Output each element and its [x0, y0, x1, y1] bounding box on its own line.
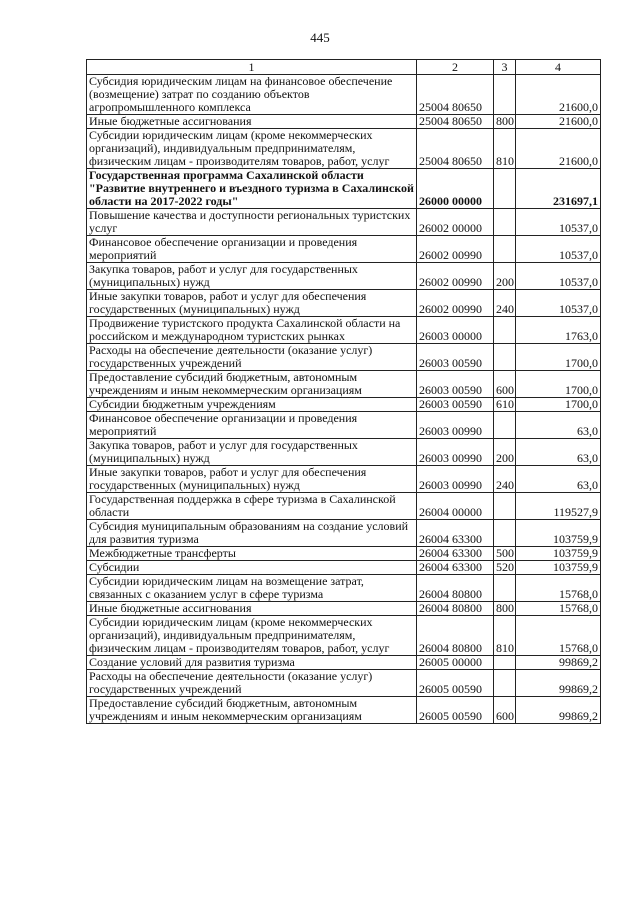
row-type-cell	[494, 75, 516, 115]
row-type-cell: 200	[494, 263, 516, 290]
header-col-2: 2	[417, 60, 494, 75]
row-code-cell: 25004 80650	[417, 115, 494, 129]
row-amount-cell: 10537,0	[516, 209, 601, 236]
table-row	[87, 344, 601, 371]
row-amount-cell: 103759,9	[516, 561, 601, 575]
row-amount-cell: 10537,0	[516, 236, 601, 263]
table-row	[87, 317, 601, 344]
row-type-cell: 810	[494, 616, 516, 656]
row-amount-cell: 119527,9	[516, 493, 601, 520]
row-type-cell: 600	[494, 371, 516, 398]
row-type-cell	[494, 575, 516, 602]
row-amount-cell: 99869,2	[516, 656, 601, 670]
row-name-cell: Субсидии юридическим лицам на возмещение затрат, связанных с оказанием услуг в сфере туризма	[87, 575, 417, 602]
row-amount-cell: 63,0	[516, 439, 601, 466]
table-row	[87, 129, 601, 169]
row-name-cell: Межбюджетные трансферты	[87, 547, 417, 561]
row-amount-cell: 21600,0	[516, 115, 601, 129]
row-code-cell: 26003 00990	[417, 412, 494, 439]
table-header	[87, 60, 601, 75]
row-code-cell: 26005 00590	[417, 670, 494, 697]
row-name-cell: Предоставление субсидий бюджетным, автономным учреждениям и иным некоммерческим организациям	[87, 371, 417, 398]
page-number: 445	[310, 30, 330, 45]
table-row	[87, 412, 601, 439]
row-type-cell: 800	[494, 115, 516, 129]
row-type-cell: 240	[494, 466, 516, 493]
row-name-cell: Субсидии юридическим лицам (кроме некоммерческих организаций), индивидуальным предпринимателям, физическим лицам - производителям товаров, работ, услуг	[87, 616, 417, 656]
row-type-cell: 520	[494, 561, 516, 575]
row-code-cell: 26003 00590	[417, 398, 494, 412]
row-amount-cell: 10537,0	[516, 263, 601, 290]
row-type-cell	[494, 209, 516, 236]
table-row	[87, 398, 601, 412]
row-type-cell: 610	[494, 398, 516, 412]
row-name-cell: Субсидии юридическим лицам (кроме некоммерческих организаций), индивидуальным предпринимателям, физическим лицам - производителям товаров, работ, услуг	[87, 129, 417, 169]
row-type-cell	[494, 656, 516, 670]
row-amount-cell: 15768,0	[516, 602, 601, 616]
row-amount-cell: 103759,9	[516, 547, 601, 561]
table-row	[87, 75, 601, 115]
row-code-cell: 26004 80800	[417, 602, 494, 616]
row-name-cell: Финансовое обеспечение организации и проведения мероприятий	[87, 412, 417, 439]
row-type-cell: 600	[494, 697, 516, 724]
row-type-cell: 800	[494, 602, 516, 616]
row-type-cell	[494, 493, 516, 520]
table-row	[87, 656, 601, 670]
row-amount-cell: 21600,0	[516, 75, 601, 115]
row-name-cell: Государственная поддержка в сфере туризма в Сахалинской области	[87, 493, 417, 520]
row-code-cell: 26004 00000	[417, 493, 494, 520]
row-type-cell	[494, 344, 516, 371]
row-amount-cell: 63,0	[516, 412, 601, 439]
table-row	[87, 575, 601, 602]
table-row	[87, 169, 601, 209]
row-code-cell: 26000 00000	[417, 169, 494, 209]
row-code-cell: 26004 80800	[417, 575, 494, 602]
row-amount-cell: 103759,9	[516, 520, 601, 547]
table-row	[87, 670, 601, 697]
table-row	[87, 547, 601, 561]
row-type-cell	[494, 520, 516, 547]
table-row	[87, 263, 601, 290]
row-amount-cell: 99869,2	[516, 697, 601, 724]
row-code-cell: 26003 00990	[417, 466, 494, 493]
row-type-cell	[494, 236, 516, 263]
row-code-cell: 26004 80800	[417, 616, 494, 656]
table-row	[87, 439, 601, 466]
row-code-cell: 26003 00590	[417, 371, 494, 398]
row-amount-cell: 10537,0	[516, 290, 601, 317]
row-type-cell	[494, 670, 516, 697]
row-amount-cell: 21600,0	[516, 129, 601, 169]
row-amount-cell: 1700,0	[516, 398, 601, 412]
row-code-cell: 25004 80650	[417, 75, 494, 115]
row-name-cell: Продвижение туристского продукта Сахалинской области на российском и международном туристских рынках	[87, 317, 417, 344]
row-name-cell: Субсидии бюджетным учреждениям	[87, 398, 417, 412]
row-code-cell: 26002 00990	[417, 236, 494, 263]
row-code-cell: 26003 00000	[417, 317, 494, 344]
table-row	[87, 616, 601, 656]
table-row	[87, 209, 601, 236]
row-amount-cell: 1700,0	[516, 371, 601, 398]
row-type-cell	[494, 317, 516, 344]
row-type-cell: 810	[494, 129, 516, 169]
row-code-cell: 26003 00590	[417, 344, 494, 371]
row-name-cell: Иные закупки товаров, работ и услуг для обеспечения государственных (муниципальных) нужд	[87, 290, 417, 317]
table-row	[87, 561, 601, 575]
row-code-cell: 25004 80650	[417, 129, 494, 169]
row-name-cell: Финансовое обеспечение организации и проведения мероприятий	[87, 236, 417, 263]
row-code-cell: 26004 63300	[417, 561, 494, 575]
row-amount-cell: 1763,0	[516, 317, 601, 344]
row-amount-cell: 99869,2	[516, 670, 601, 697]
row-name-cell: Иные бюджетные ассигнования	[87, 602, 417, 616]
row-amount-cell: 15768,0	[516, 575, 601, 602]
row-name-cell: Государственная программа Сахалинской области "Развитие внутреннего и въездного туризма в Сахалинской области на 2017-2022 годы"	[87, 169, 417, 209]
row-amount-cell: 15768,0	[516, 616, 601, 656]
table-row	[87, 236, 601, 263]
row-name-cell: Создание условий для развития туризма	[87, 656, 417, 670]
table-row	[87, 371, 601, 398]
row-name-cell: Закупка товаров, работ и услуг для государственных (муниципальных) нужд	[87, 439, 417, 466]
row-name-cell: Закупка товаров, работ и услуг для государственных (муниципальных) нужд	[87, 263, 417, 290]
table-row	[87, 466, 601, 493]
row-type-cell: 500	[494, 547, 516, 561]
table-row	[87, 290, 601, 317]
table-row	[87, 115, 601, 129]
table-row	[87, 602, 601, 616]
row-name-cell: Субсидия муниципальным образованиям на создание условий для развития туризма	[87, 520, 417, 547]
row-amount-cell: 1700,0	[516, 344, 601, 371]
row-name-cell: Субсидия юридическим лицам на финансовое обеспечение (возмещение) затрат по созданию объектов агропромышленного комплекса	[87, 75, 417, 115]
row-name-cell: Субсидии	[87, 561, 417, 575]
row-name-cell: Предоставление субсидий бюджетным, автономным учреждениям и иным некоммерческим организациям	[87, 697, 417, 724]
row-name-cell: Иные закупки товаров, работ и услуг для обеспечения государственных (муниципальных) нужд	[87, 466, 417, 493]
row-name-cell: Расходы на обеспечение деятельности (оказание услуг) государственных учреждений	[87, 344, 417, 371]
row-amount-cell: 231697,1	[516, 169, 601, 209]
header-col-4: 4	[516, 60, 601, 75]
row-name-cell: Повышение качества и доступности региональных туристских услуг	[87, 209, 417, 236]
table-body	[87, 75, 601, 724]
row-code-cell: 26005 00590	[417, 697, 494, 724]
row-type-cell	[494, 412, 516, 439]
row-code-cell: 26003 00990	[417, 439, 494, 466]
row-code-cell: 26004 63300	[417, 520, 494, 547]
row-code-cell: 26002 00990	[417, 290, 494, 317]
row-type-cell: 200	[494, 439, 516, 466]
row-amount-cell: 63,0	[516, 466, 601, 493]
header-col-3: 3	[494, 60, 516, 75]
header-col-1: 1	[87, 60, 417, 75]
row-type-cell: 240	[494, 290, 516, 317]
row-code-cell: 26005 00000	[417, 656, 494, 670]
table-row	[87, 520, 601, 547]
row-code-cell: 26004 63300	[417, 547, 494, 561]
row-code-cell: 26002 00990	[417, 263, 494, 290]
budget-table	[86, 59, 601, 724]
row-type-cell	[494, 169, 516, 209]
row-code-cell: 26002 00000	[417, 209, 494, 236]
row-name-cell: Иные бюджетные ассигнования	[87, 115, 417, 129]
table-row	[87, 493, 601, 520]
header-row	[87, 60, 601, 75]
row-name-cell: Расходы на обеспечение деятельности (оказание услуг) государственных учреждений	[87, 670, 417, 697]
table-row	[87, 697, 601, 724]
